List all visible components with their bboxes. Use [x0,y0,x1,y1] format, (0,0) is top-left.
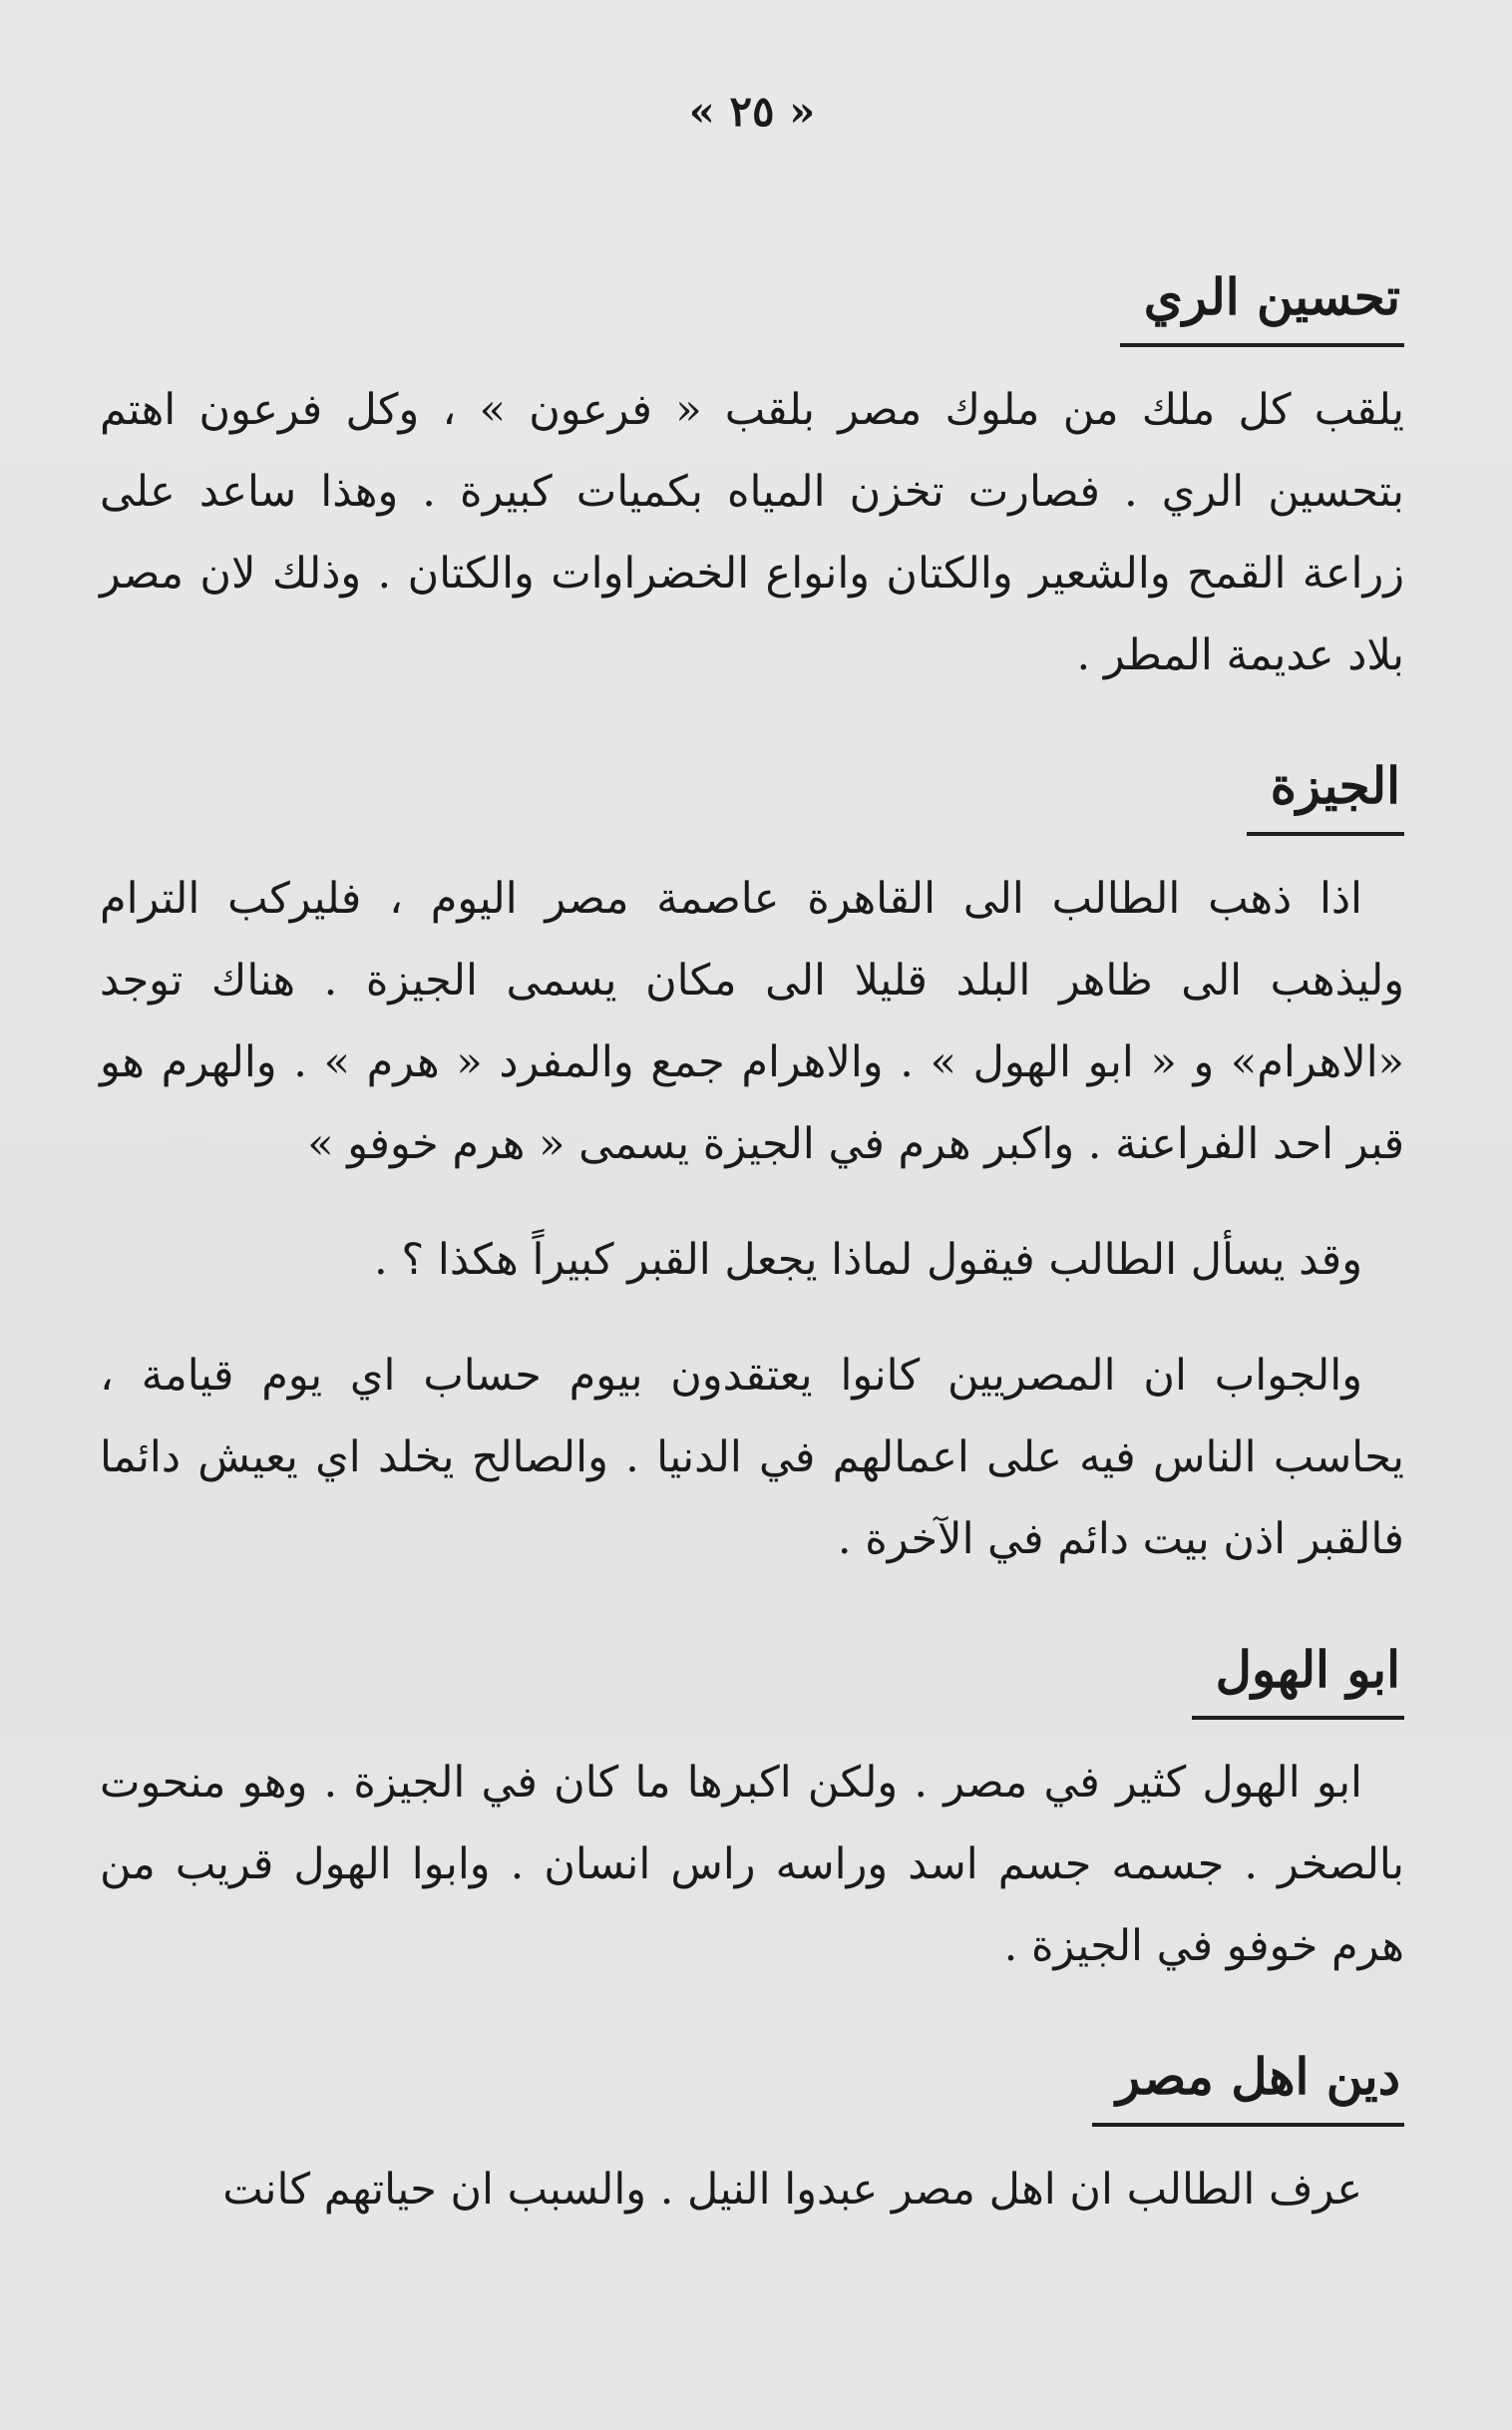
section-heading-giza: الجيزة [1247,750,1404,836]
section-heading-wrap [100,750,1404,836]
section-giza [100,750,1404,1580]
page-number: « ٢٥ » [688,87,816,136]
paragraph-giza-1: اذا ذهب الطالب الى القاهرة عاصمة مصر اليوم ، فليركب الترام وليذهب الى ظاهر البلد قليلا الى مكان يسمى الجيزة . هناك توجد «الاهرام» و « ابو الهول » . والاهرام جمع والمفرد « هرم » . والهرم هو قبر احد الفراعنة . واكبر هرم في الجيزة يسمى « هرم خوفو » [100,874,1404,1169]
paragraph-religion: عرف الطالب ان اهل مصر عبدوا النيل . والسبب ان حياتهم كانت [222,2165,1362,2215]
section-heading-wrap [100,1634,1404,1720]
section-sphinx [100,1634,1404,1987]
section-heading-religion: دين اهل مصر [1092,2041,1404,2127]
paragraph-sphinx: ابو الهول كثير في مصر . ولكن اكبرها ما كان في الجيزة . وهو منحوت بالصخر . جسمه جسم اسد وراسه راس انسان . وابوا الهول قريب من هرم خوفو في الجيزة . [100,1758,1404,1971]
section-heading-irrigation: تحسين الري [1120,261,1404,347]
paragraph-irrigation: يلقب كل ملك من ملوك مصر بلقب « فرعون » ، وكل فرعون اهتم بتحسين الري . فصارت تخزن المياه بكميات كبيرة . وهذا ساعد على زراعة القمح والشعير والكتان وانواع الخضراوات والكتان . وذلك لان مصر بلاد عديمة المطر . [100,385,1404,680]
paragraph-giza-2: وقد يسأل الطالب فيقول لماذا يجعل القبر كبيراً هكذا ؟ . [374,1235,1362,1285]
section-heading-wrap [100,2041,1404,2127]
section-irrigation [100,261,1404,696]
section-religion [100,2041,1404,2230]
section-heading-sphinx: ابو الهول [1192,1634,1404,1720]
paragraph-giza-3: والجواب ان المصريين كانوا يعتقدون بيوم حساب اي يوم قيامة ، يحاسب الناس فيه على اعمالهم في الدنيا . والصالح يخلد اي يعيش دائما فالقبر اذن بيت دائم في الآخرة . [100,1351,1404,1564]
section-heading-wrap [100,261,1404,347]
